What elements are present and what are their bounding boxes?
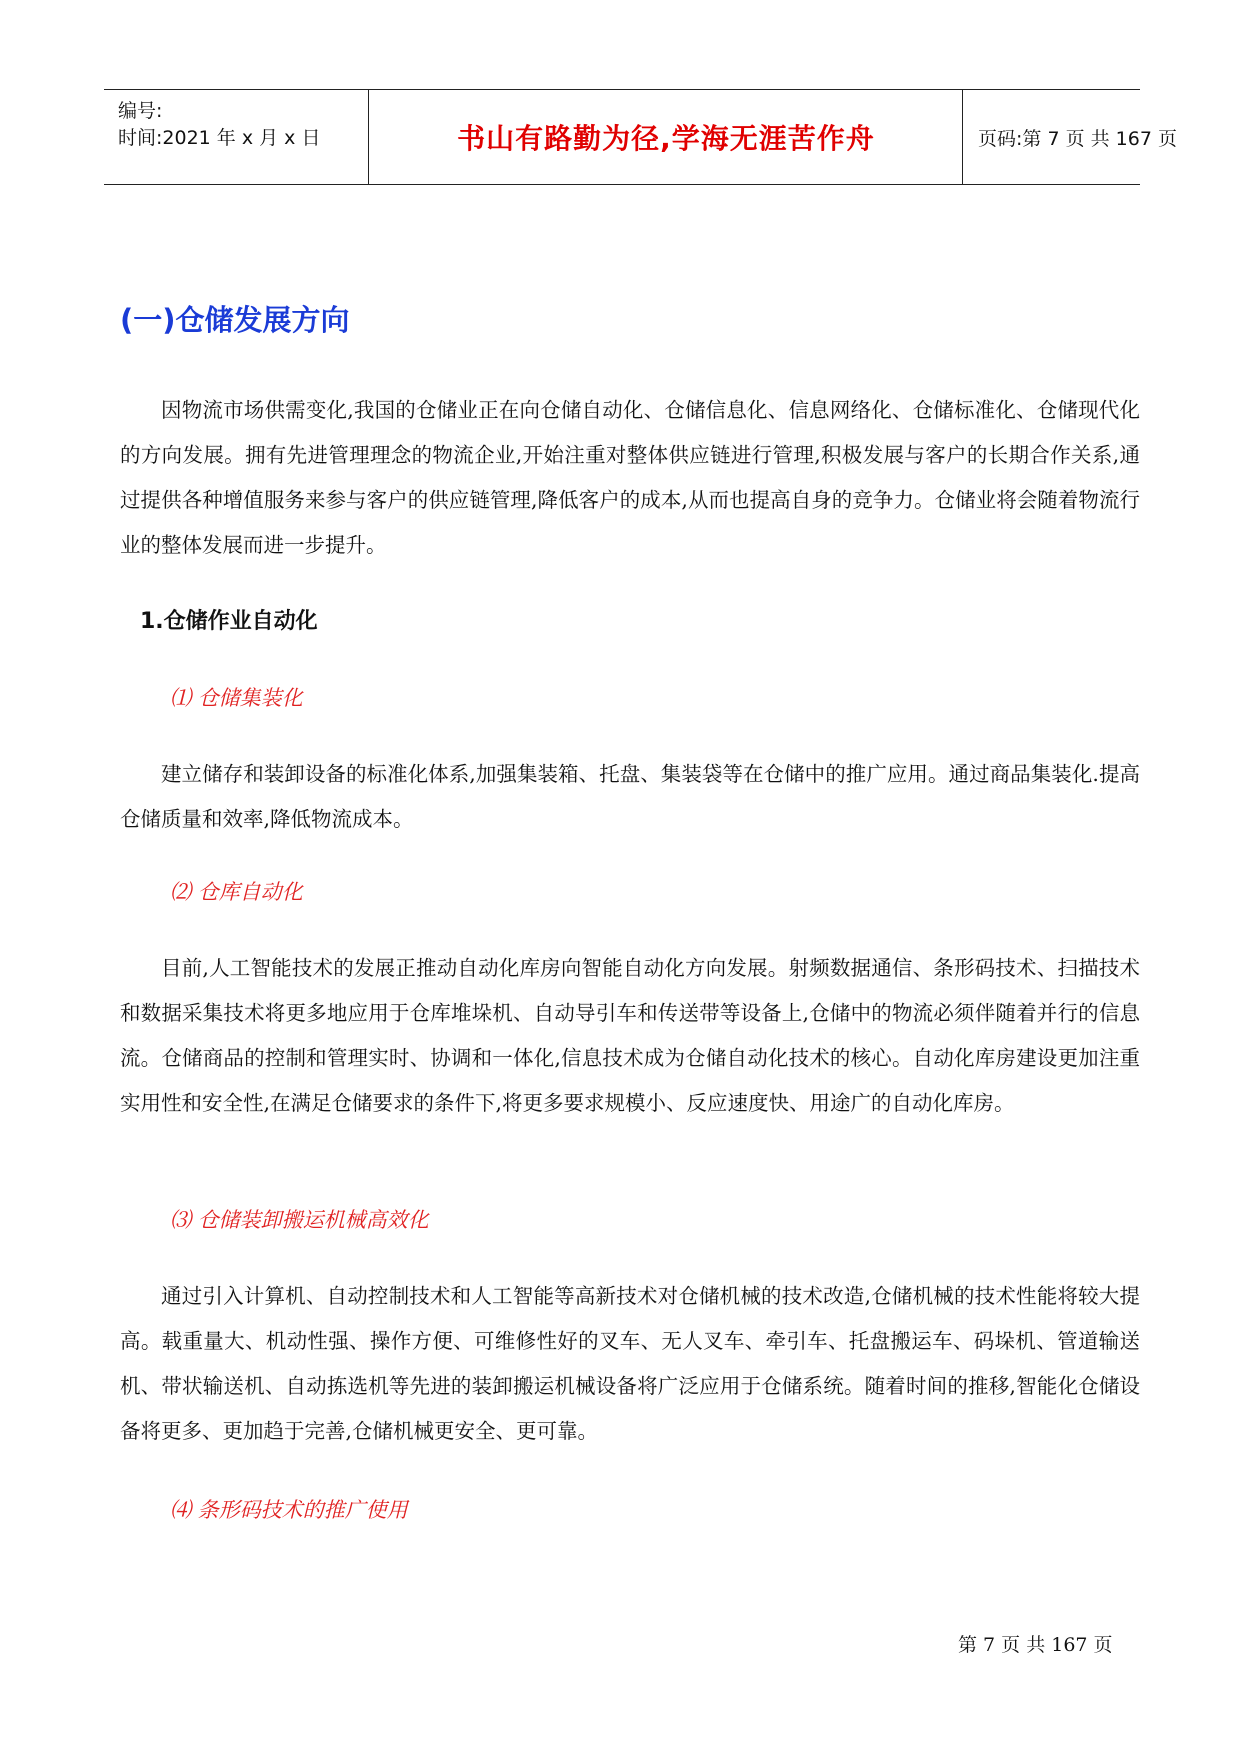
header-page-number: 页码:第 7 页 共 167 页: [978, 127, 1177, 150]
subsection-title: 1.仓储作业自动化: [140, 609, 318, 634]
item-title-barcode: ⑷ 条形码技术的推广使用: [170, 1498, 408, 1522]
page-header: [104, 89, 1177, 185]
header-info-cell: [104, 90, 369, 184]
item-title-handling-machinery: ⑶ 仓储装卸搬运机械高效化: [170, 1208, 429, 1232]
item-title-containerization: ⑴ 仓储集装化: [170, 686, 303, 710]
header-motto: 书山有路勤为径,学海无涯苦作舟: [457, 122, 875, 155]
document-time-label: 时间:2021 年 x 月 x 日: [118, 127, 321, 149]
document-number-label: 编号:: [118, 100, 163, 122]
item-paragraph-containerization: 建立储存和装卸设备的标准化体系,加强集装箱、托盘、集装袋等在仓储中的推广应用。通过商品集装化.提高仓储质量和效率,降低物流成本。: [120, 762, 1140, 831]
page-footer: 第 7 页 共 167 页: [958, 1634, 1113, 1656]
item-paragraph-warehouse-automation: 目前,人工智能技术的发展正推动自动化库房向智能自动化方向发展。射频数据通信、条形码技术、扫描技术和数据采集技术将更多地应用于仓库堆垛机、自动导引车和传送带等设备上,仓储中的物流必须伴随着并行的信息流。仓储商品的控制和管理实时、协调和一体化,信息技术成为仓储自动化技术的核心。自动化库房建设更加注重实用性和安全性,在满足仓储要求的条件下,将更多要求规模小、反应速度快、用途广的自动化库房。: [120, 956, 1140, 1115]
header-page-cell: [964, 90, 1177, 184]
intro-paragraph: 因物流市场供需变化,我国的仓储业正在向仓储自动化、仓储信息化、信息网络化、仓储标准化、仓储现代化的方向发展。拥有先进管理理念的物流企业,开始注重对整体供应链进行管理,积极发展与客户的长期合作关系,通过提供各种增值服务来参与客户的供应链管理,降低客户的成本,从而也提高自身的竞争力。仓储业将会随着物流行业的整体发展而进一步提升。: [120, 398, 1140, 557]
header-motto-cell: [370, 90, 963, 184]
item-title-warehouse-automation: ⑵ 仓库自动化: [170, 880, 303, 904]
section-title: (一)仓储发展方向: [120, 303, 350, 337]
item-paragraph-handling-machinery: 通过引入计算机、自动控制技术和人工智能等高新技术对仓储机械的技术改造,仓储机械的技术性能将较大提高。载重量大、机动性强、操作方便、可维修性好的叉车、无人叉车、牵引车、托盘搬运车、码垛机、管道输送机、带状输送机、自动拣选机等先进的装卸搬运机械设备将广泛应用于仓储系统。随着时间的推移,智能化仓储设备将更多、更加趋于完善,仓储机械更安全、更可靠。: [120, 1284, 1140, 1443]
